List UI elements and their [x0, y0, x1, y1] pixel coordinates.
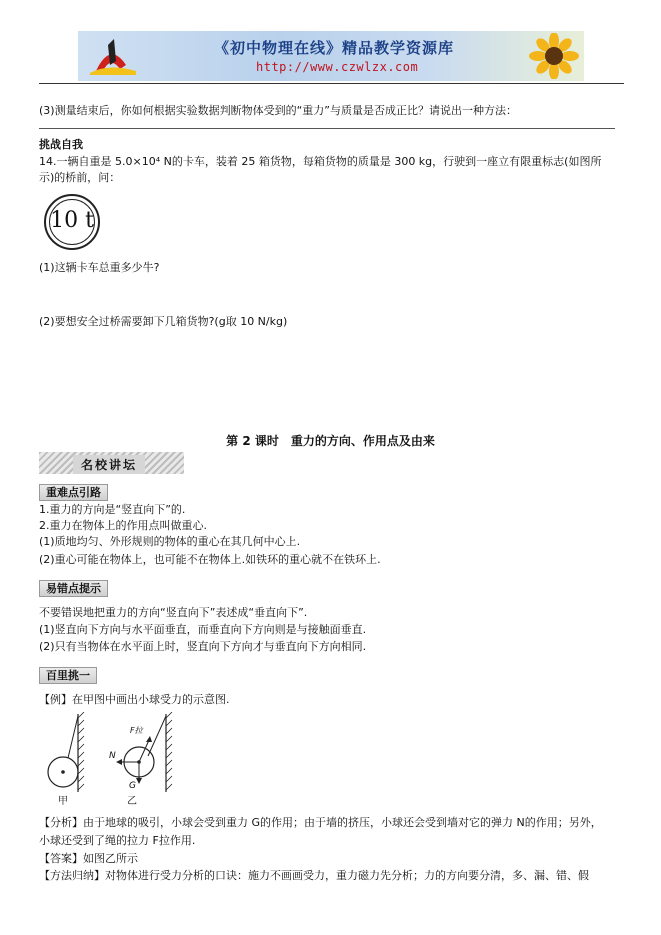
key-points-tag: 重难点引路 [39, 484, 108, 501]
header-banner [78, 31, 584, 81]
example-prompt: 【例】在甲图中画出小球受力的示意图. [39, 693, 230, 706]
key-point-line: (2)重心可能在物体上，也可能不在物体上.如铁环的重心就不在铁环上. [39, 553, 381, 566]
figure-b-label: 乙 [127, 796, 137, 807]
banner-title: 《初中物理在线》精品教学资源库 [214, 39, 455, 57]
question-14-line2: 示)的桥前，问： [39, 171, 121, 184]
header-divider [39, 83, 624, 84]
weight-limit-text: 10 t [50, 208, 94, 233]
mistakes-tag: 易错点提示 [39, 580, 108, 597]
key-point-line: 1.重力的方向是“竖直向下”的. [39, 503, 186, 516]
section-banner-label: 名校讲坛 [73, 455, 145, 474]
mistake-line: 不要错误地把重力的方向“竖直向下”表述成“垂直向下”. [39, 606, 308, 619]
analysis-line1: 【分析】由于地球的吸引，小球会受到重力 G的作用；由于墙的挤压，小球还会受到墙对它的弹力 N的作用；另外， [39, 816, 602, 829]
key-point-line: 2.重力在物体上的作用点叫做重心. [39, 519, 207, 532]
figure-b-diagram [108, 712, 178, 796]
analysis-line2: 小球还受到了绳的拉力 F拉作用. [39, 834, 196, 847]
force-n-label: N [109, 751, 116, 761]
sunflower-icon [524, 33, 582, 79]
force-g-label: G [129, 781, 136, 791]
answer-line-text: 【答案】如图乙所示 [39, 852, 138, 865]
mistake-line: (2)只有当物体在水平面上时，竖直向下方向才与垂直向下方向相同. [39, 640, 367, 653]
question-14-part1: (1)这辆卡车总重多少牛? [39, 261, 160, 274]
lesson-title: 第 2 课时 重力的方向、作用点及由来 [226, 434, 435, 448]
site-logo-icon [86, 35, 142, 77]
question-14-line1: 14.一辆自重是 5.0×10⁴ N的卡车，装着 25 箱货物，每箱货物的质量是 300 kg，行驶到一座立有限重标志(如图所 [39, 155, 602, 168]
question-14-part2: (2)要想安全过桥需要卸下几箱货物?(g取 10 N/kg) [39, 315, 288, 328]
key-point-line: (1)质地均匀、外形规则的物体的重心在其几何中心上. [39, 535, 301, 548]
example-tag: 百里挑一 [39, 667, 97, 684]
force-f-label: F拉 [130, 726, 143, 735]
weight-limit-sign [44, 194, 100, 250]
answer-line [39, 128, 615, 129]
banner-url: http://www.czwlzx.com [256, 60, 419, 74]
challenge-heading: 挑战自我 [39, 138, 83, 151]
figure-a-label: 甲 [58, 796, 68, 807]
section-banner [39, 452, 184, 474]
mistake-line: (1)竖直向下方向与水平面垂直，而垂直向下方向则是与接触面垂直. [39, 623, 367, 636]
question-3-text: (3)测量结束后，你如何根据实验数据判断物体受到的“重力”与质量是否成正比？请说出一种方法： [39, 104, 517, 117]
method-line: 【方法归纳】对物体进行受力分析的口诀：施力不画画受力，重力磁力先分析；力的方向要分清，多、漏、错、假 [39, 869, 589, 882]
figure-a-diagram [42, 712, 92, 792]
